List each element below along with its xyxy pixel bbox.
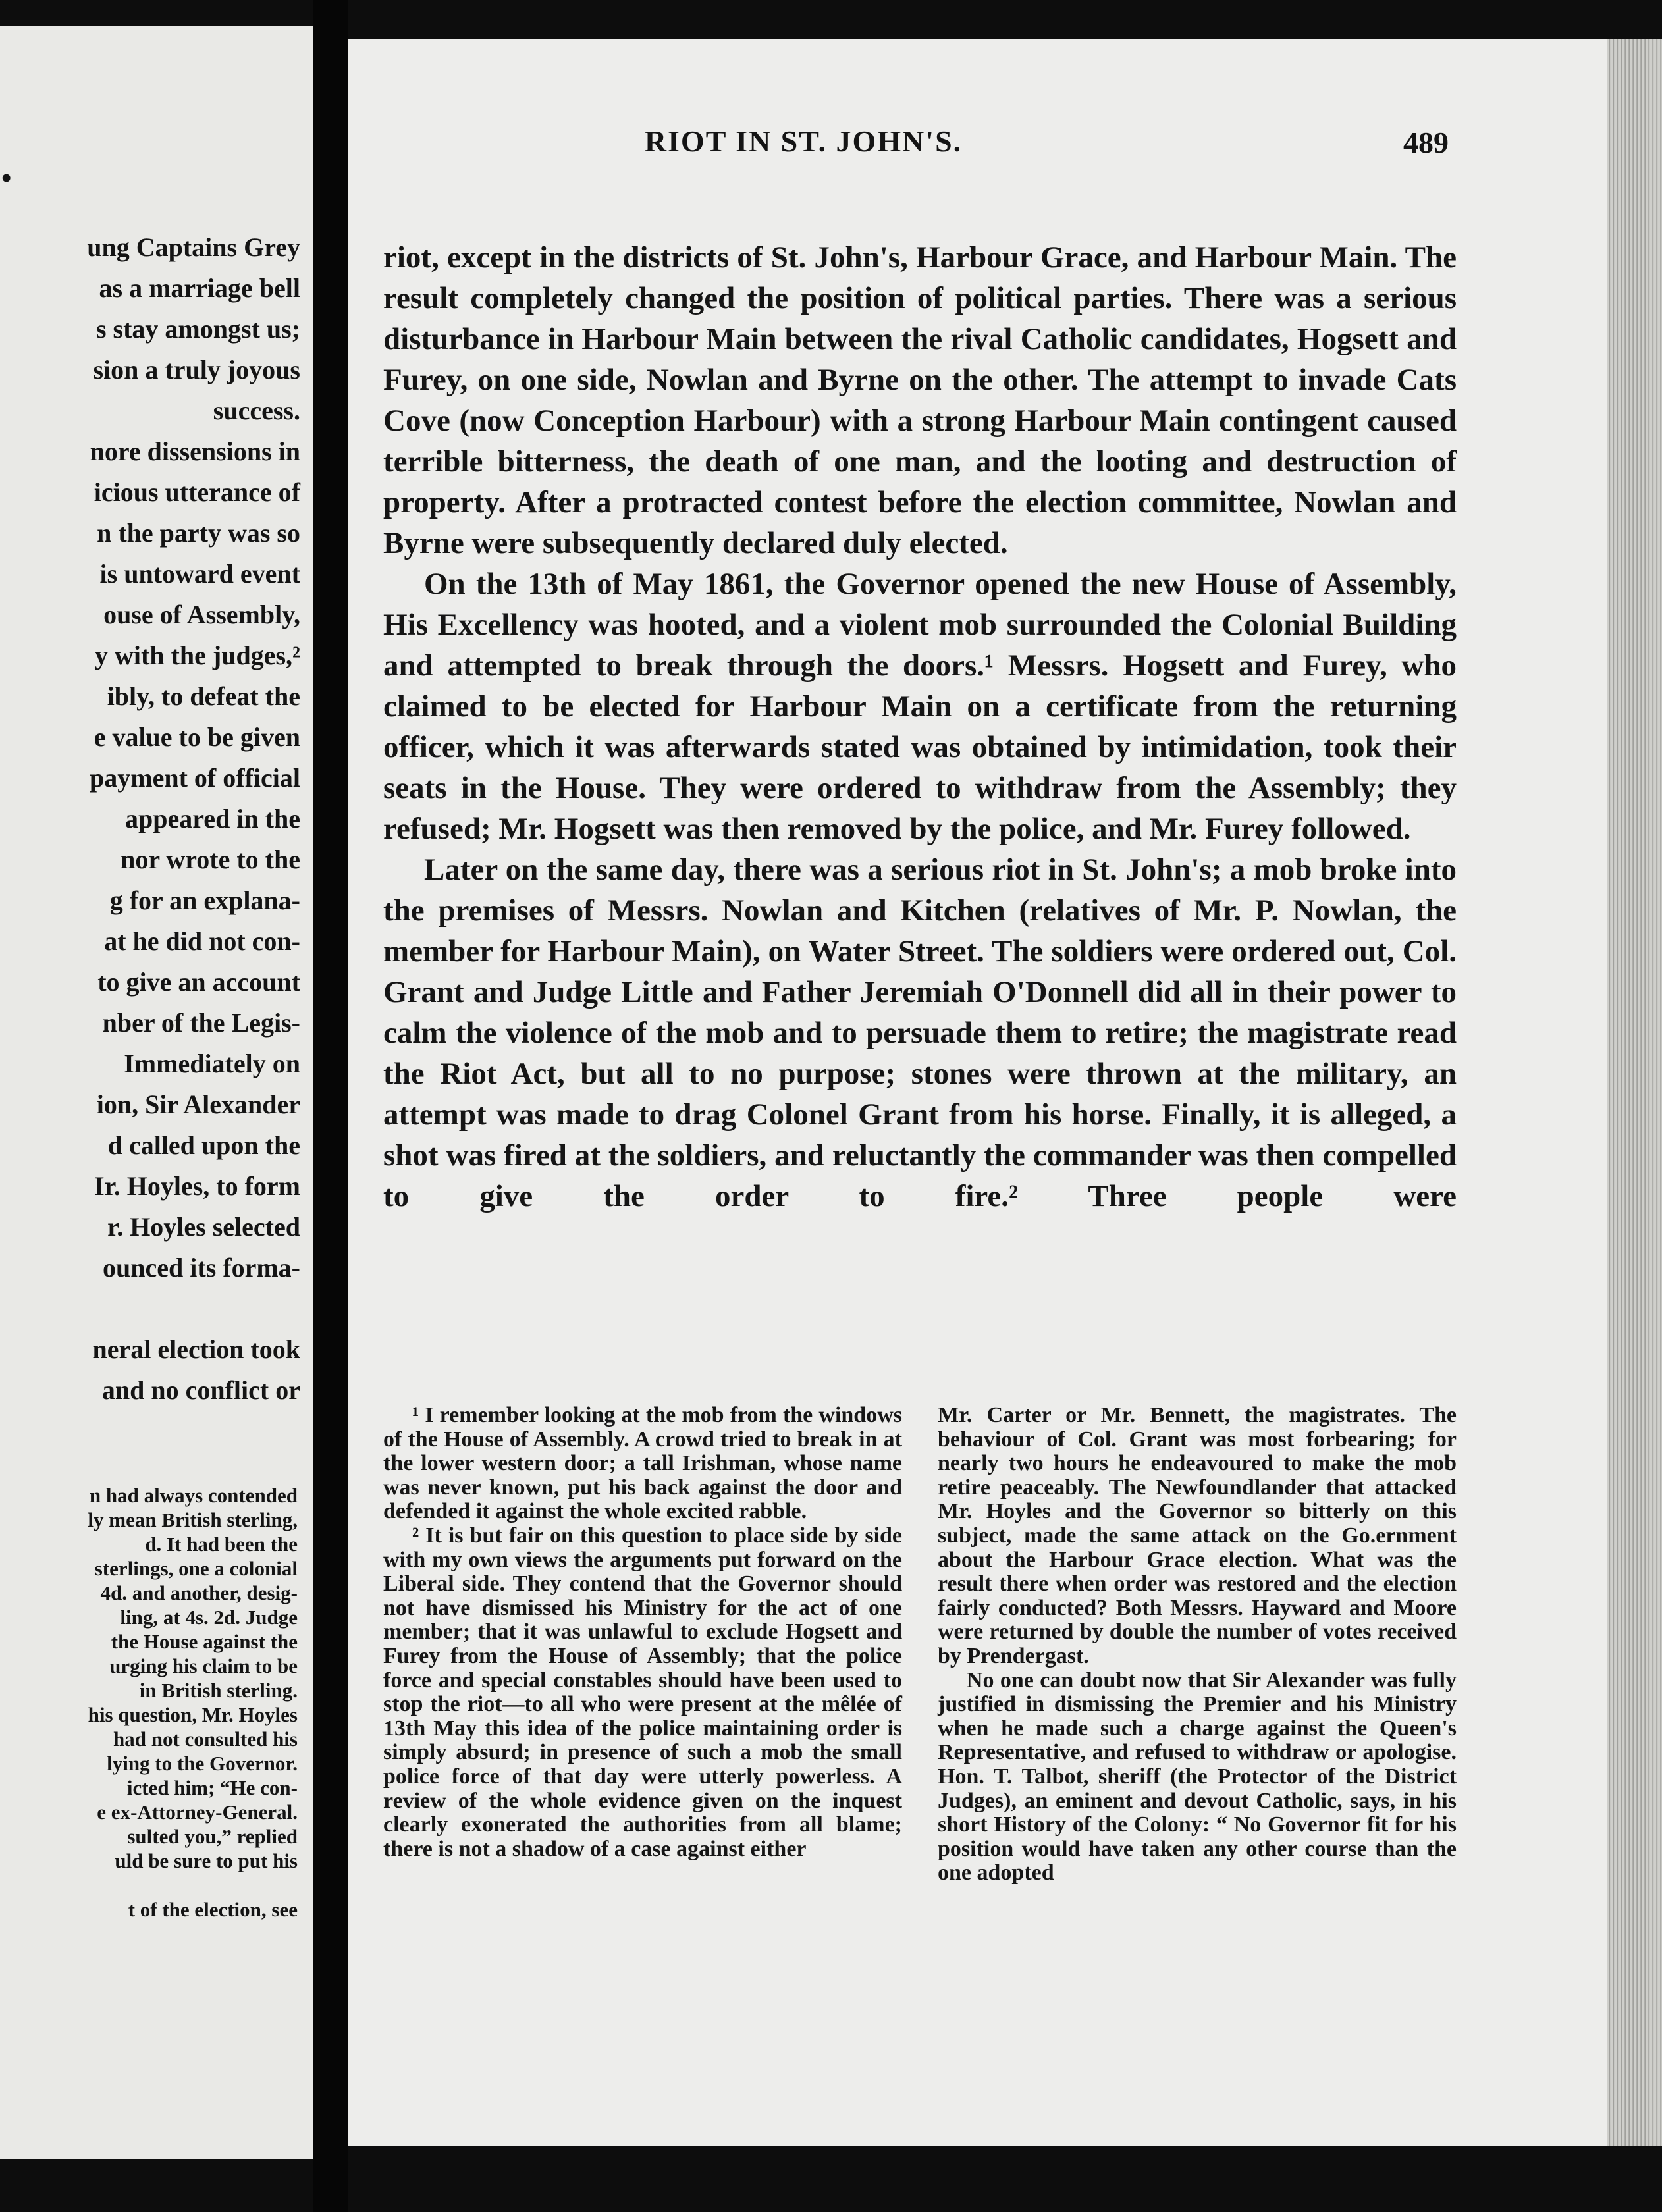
text-line: ounced its forma-	[103, 1253, 300, 1282]
footnote: Mr. Carter or Mr. Bennett, the magistrates. The behaviour of Col. Grant was most forbearing; for nearly two hours he endeavoured to make the mob retire peaceably. The Newfoundlander that attacked Mr. Hoyles and the Governor so bitterly on this subject, made the same attack on the Go.ernment about the Harbour Grace election. What was the result there when order was restored and the election fairly conducted? Both Messrs. Hayward and Moore were returned by double the number of votes received by Prendergast.	[938, 1403, 1457, 1668]
text-line: nor wrote to the	[121, 845, 300, 874]
text-line: n the party was so	[97, 518, 300, 548]
text-line: at he did not con-	[104, 926, 300, 956]
footnote-line: e ex-Attorney-General.	[97, 1801, 298, 1824]
footnote-line: sterlings, one a colonial	[94, 1557, 298, 1580]
footnote-line: his question, Mr. Hoyles	[88, 1703, 298, 1726]
text-line: icious utterance of	[94, 477, 300, 507]
paragraph: riot, except in the districts of St. John's, Harbour Grace, and Harbour Main. The result completely changed the position of political parties. There was a serious disturbance in Harbour Main between the rival Catholic candidates, Hogsett and Furey, on one side, Nowlan and Byrne on the other. The attempt to invade Cats Cove (now Conception Harbour) with a strong Harbour Main contingent caused terrible bitterness, the death of one man, and the looting and destruction of property. After a protracted contest before the election committee, Nowlan and Byrne were subsequently declared duly elected.	[383, 240, 1457, 560]
footnote-line: had not consulted his	[113, 1727, 298, 1751]
text-line: ouse of Assembly,	[103, 600, 300, 629]
text-line: Immediately on	[124, 1049, 300, 1078]
text-line: ung Captains Grey	[87, 232, 300, 262]
footnote-line: lying to the Governor.	[107, 1752, 298, 1775]
text-line: r. Hoyles selected	[107, 1212, 300, 1242]
footnote-line: d. It had been the	[145, 1533, 298, 1556]
text-line: s stay amongst us;	[95, 314, 300, 344]
text-line: sion a truly joyous	[93, 355, 300, 384]
text-line: nber of the Legis-	[102, 1008, 300, 1038]
page-mark: •	[1, 162, 12, 194]
book-gutter	[313, 0, 348, 2212]
text-line: success.	[213, 396, 300, 425]
footnote-line: 4d. and another, desig-	[100, 1581, 298, 1604]
footnote-line: urging his claim to be	[109, 1654, 298, 1677]
footnote-line: the House against the	[111, 1630, 298, 1653]
paragraph: On the 13th of May 1861, the Governor opened the new House of Assembly, His Excellency was hooted, and a violent mob surrounded the Colonial Building and attempted to break through the doors.¹ Messrs. Hogsett and Furey, who claimed to be elected for Harbour Main on a certificate from the returning officer, which it was afterwards stated was obtained by intimidation, took their seats in the House. They were ordered to withdraw from the Assembly; they refused; Mr. Hogsett was then removed by the police, and Mr. Furey followed.	[383, 567, 1457, 846]
text-line: neral election took	[92, 1334, 300, 1364]
page-number: 489	[1403, 126, 1449, 159]
text-line: nore dissensions in	[90, 436, 300, 466]
text-line: Ir. Hoyles, to form	[94, 1171, 300, 1201]
footnote: ¹ I remember looking at the mob from the windows of the House of Assembly. A crowd tried to break in at the lower western door; a tall Irishman, whose name was never known, put his back against the door and defended it against the whole excited rabble.	[383, 1403, 902, 1524]
footnote-line: sulted you,” replied	[127, 1825, 298, 1848]
footnote-line: t of the election, see	[128, 1898, 298, 1921]
footnote: ² It is but fair on this question to place side by side with my own views the arguments put forward on the Liberal side. They contend that the Governor should not have dismissed his Ministry for the act of one member; that it was unlawful to exclude Hogsett and Furey from the House of Assembly; that the police force and special constables should have been used to stop the riot—to all who were present at the mêlée of 13th May this idea of the police maintaining order is simply absurd; in presence of such a mob the small police force of that day were utterly powerless. A review of the whole evidence given on the inquest clearly exonerated the authorities from all blame; there is not a shadow of a case against either	[383, 1523, 902, 1861]
text-line: g for an explana-	[109, 885, 300, 915]
text-line: to give an account	[97, 967, 300, 997]
footnote-line: ly mean British sterling,	[88, 1508, 298, 1531]
text-line: d called upon the	[107, 1130, 300, 1160]
text-line: appeared in the	[125, 804, 300, 833]
main-text	[383, 237, 1457, 1217]
text-line: ion, Sir Alexander	[96, 1090, 300, 1119]
text-line: e value to be given	[94, 722, 300, 752]
running-head: RIOT IN ST. JOHN'S.	[644, 124, 963, 158]
page-stack-edge	[1607, 40, 1662, 2146]
text-line: y with the judges,²	[94, 641, 300, 670]
paragraph: Later on the same day, there was a serious riot in St. John's; a mob broke into the premises of Messrs. Nowlan and Kitchen (relatives of Mr. P. Nowlan, the member for Harbour Main), on Water Street. The soldiers were ordered out, Col. Grant and Judge Little and Father Jeremiah O'Donnell did all in their power to calm the violence of the mob and to persuade them to retire; the magistrate read the Riot Act, but all to no purpose; stones were thrown at the military, an attempt was made to drag Colonel Grant from his horse. Finally, it is alleged, a shot was fired at the soldiers, and reluctantly the commander was then compelled to give the order to fire.² Three people were	[383, 853, 1457, 1213]
footnote-line: uld be sure to put his	[115, 1849, 298, 1872]
text-line: as a marriage bell	[99, 273, 300, 303]
text-line: and no conflict or	[101, 1375, 300, 1405]
footnote-column-left	[383, 1404, 902, 1885]
footnotes	[383, 1404, 1457, 1885]
text-line: payment of official	[90, 763, 300, 793]
footnote-line: icted him; “He con-	[126, 1776, 298, 1799]
footnote-line: n had always contended	[89, 1484, 298, 1507]
facing-page-left	[0, 26, 313, 2159]
text-line: ibly, to defeat the	[107, 681, 300, 711]
footnote-column-right	[938, 1404, 1457, 1885]
footnote: No one can doubt now that Sir Alexander was fully justified in dismissing the Premier and his Ministry when he made such a charge against the Queen's Representative, and refused to withdraw or apologise. Hon. T. Talbot, sheriff (the Protector of the District Judges), an eminent and devout Catholic, says, in his short History of the Colony: “ No Governor fit for his position would have taken any other course than the one adopted	[938, 1668, 1457, 1885]
text-line: is untoward event	[99, 559, 300, 589]
footnote-line: ling, at 4s. 2d. Judge	[120, 1606, 298, 1629]
footnote-line: in British sterling.	[139, 1679, 298, 1702]
